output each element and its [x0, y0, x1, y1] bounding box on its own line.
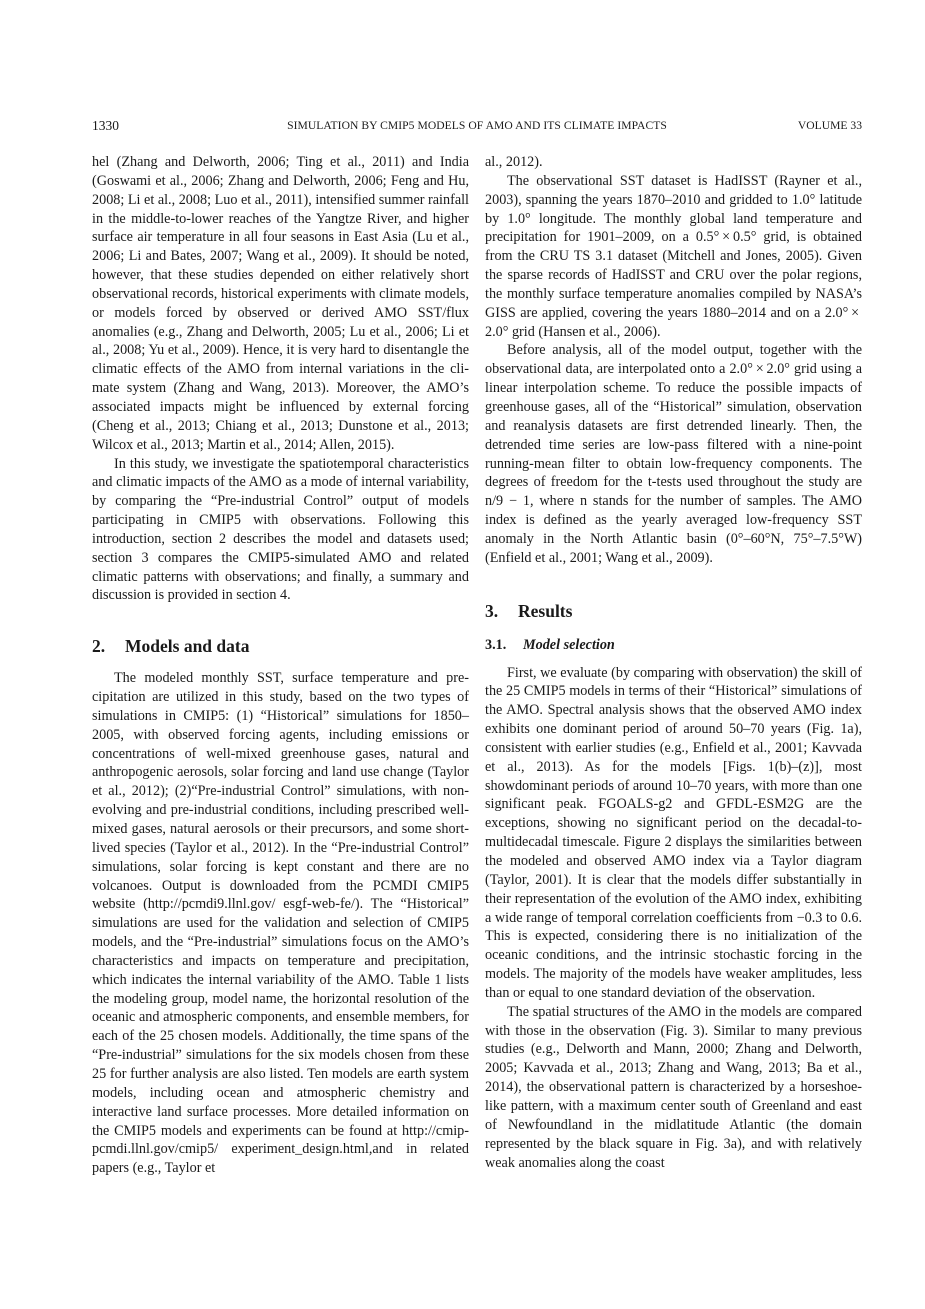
paragraph-models-description: The modeled monthly SST, surface temperature and precipitation are utilized in this study, based on the two types of simulations in CMIP5: (1) “Historical” simulations for 1850–2005, with observed forcing agents, including emissions or concentrations of well-mixed greenhouse gases, natural and anthropogenic aerosols, solar forcing and land use change (Taylor et al., 2012); (2)“Pre-industrial Control” simulations, with non-evolving and pre-industrial conditions, including prescribed well-mixed gases, natural aerosols or their precursors, and some short-lived species (Taylor et al., 2012). In the “Pre-industrial Control” simulations, solar forcing is kept constant and there are no volcanoes. Output is downloaded from the PCMDI CMIP5 website (http://pcmdi9.llnl.gov/ esgf-web-fe/). The “Historical” simulations are used for the validation and selection of CMIP5 models, and the “Pre-industrial” simulations focus on the AMO’s characteristics and impacts on temperature and precipitation, which indicates the internal variability of the AMO. Table 1 lists the modeling group, model name, the horizontal resolution of the oceanic and atmospheric components, and ensemble members, for each of the 25 chosen models. Additionally, the time spans of the “Pre-industrial” simulations for the six models chosen from these 25 for further analysis are also listed. Ten models are earth system models, including ocean and atmospheric chemistry and interactive land surface processes. More detailed information on the CMIP5 models and experiments can be found at http://cmip-pcmdi.llnl.gov/cmip5/ experiment_design.html,and in related papers (e.g., Taylor et — [92, 670, 469, 1177]
paragraph-study-overview: In this study, we investigate the spatiotemporal characteristics and climatic impacts of the AMO as a mode of internal variability, by comparing the “Pre-industrial Control” output of models participating in CMIP5 with observations. Following this introduction, section 2 describes the model and datasets used; section 3 compares the CMIP5-simulated AMO and related climatic patterns with observations; and finally, a summary and discussion is provided in section 4. — [92, 455, 469, 604]
spacer — [485, 654, 862, 664]
section-number: 2. — [92, 636, 106, 657]
page-number: 1330 — [92, 118, 119, 133]
paragraph-model-selection: First, we evaluate (by comparing with observation) the skill of the 25 CMIP5 models in terms of their “Historical” simulations of the AMO. Spectral analysis shows that the observed AMO index exhibits one dominant period of around 50–70 years (Fig. 1a), consistent with earlier studies (e.g., Enfield et al., 2001; Kavvada et al., 2013). As for the models [Figs. 1(b)–(z)], most showdominant periods of around 10–70 years, with more than one significant peak. FGOALS-g2 and GFDL-ESM2G are the exceptions, showing no significant period on the decadal-to-multidecadal timescale. Figure 2 displays the similarities between the modeled and observed AMO index via a Taylor diagram (Taylor, 2001). It is clear that the models differ substantially in their representation of the evolution of the AMO index, exhibiting a wide range of temporal correlation coefficients from −0.3 to 0.6. This is expected, considering there is no initialization of the oceanic conditions, and the intrinsic stochastic forcing in the models. The majority of the models have weaker amplitudes, less than or equal to one standard deviation of the observation. — [485, 664, 862, 1001]
subsection-title: Model selection — [523, 636, 615, 653]
volume-label: VOLUME 33 — [797, 119, 862, 132]
subsection-heading-model-selection — [485, 636, 862, 654]
running-title: SIMULATION BY CMIP5 MODELS OF AMO AND ITS CLIMATE IMPACTS — [287, 119, 667, 132]
section-title: Results — [518, 600, 573, 621]
section-title: Models and data — [125, 636, 250, 657]
paragraph-spatial-structure: The spatial structures of the AMO in the models are compared with those in the observation (Fig. 3). Similar to many previous studies (e.g., Delworth and Mann, 2000; Zhang and Delworth, 2005; Kavvada et al., 2013; Zhang and Wang, 2013; Ba et al., 2014), the observational pattern is characterized by a horseshoe-like pattern, with a maximum center south of Greenland and east of Newfoundland in the midlatitude Atlantic (the domain represented by the black square in Fig. 3a), and with relatively weak anomalies along the coast — [485, 1003, 862, 1171]
section-heading-results — [485, 600, 862, 622]
paragraph-analysis-method: Before analysis, all of the model output, together with the observational data, are interpolated onto a 2.0° × 2.0° grid using a linear interpolation scheme. To reduce the possible impacts of greenhouse gases, all of the “Historical” simulation, observation and reanalysis datasets are first detrended linearly. Then, the detrended time series are low-pass filtered with a nine-point running-mean filter to obtain low-frequency components. The degrees of freedom for the t-tests used throughout the study are n/9 − 1, where n stands for the number of samples. The AMO index is defined as the yearly averaged low-frequency SST anomaly in the North Atlantic basin (0°–60°N, 75°–7.5°W) (Enfield et al., 2001; Wang et al., 2009). — [485, 342, 862, 566]
section-number: 3. — [485, 600, 499, 621]
paragraph-continued-intro: hel (Zhang and Delworth, 2006; Ting et al., 2011) and India (Goswami et al., 2006; Zhang and Delworth, 2006; Feng and Hu, 2008; Li et al., 2008; Luo et al., 2011), intensified summer rainfall in the middle-to-lower reaches of the Yangtze River, and higher surface air temperature in all four seasons in East Asia (Lu et al., 2006; Li and Bates, 2007; Wang et al., 2009). It should be noted, however, that these studies depended on either relatively short observational records, historical experiments with climate models, or models forced by observed or derived AMO SST/flux anomalies (e.g., Zhang and Delworth, 2005; Lu et al., 2006; Li et al., 2008; Yu et al., 2009). Hence, it is very hard to disentangle the climatic effects of the AMO from internal variations in the climate system (Zhang and Wang, 2013). Moreover, the AMO’s associated impacts might be influenced by external forcing (Cheng et al., 2013; Chiang et al., 2013; Dunstone et al., 2013; Wilcox et al., 2013; Martin et al., 2014; Allen, 2015). — [92, 154, 469, 453]
spacer — [92, 657, 469, 669]
right-column — [485, 153, 862, 1172]
paragraph-observational-data: The observational SST dataset is HadISST (Rayner et al., 2003), spanning the years 1870–2010 and gridded to 1.0° latitude by 1.0° longitude. The monthly global land temperature and precipitation for 1901–2009, on a 0.5° × 0.5° grid, is obtained from the CRU TS 3.1 dataset (Mitchell and Jones, 2005). Given the sparse records of HadISST and CRU over the polar regions, the monthly surface temperature anomalies compiled by NASA’s GISS are applied, covering the years 1880–2014 and on a 2.0° × 2.0° grid (Hansen et al., 2006). — [485, 172, 862, 340]
spacer — [92, 605, 469, 635]
running-header — [92, 117, 862, 135]
left-column — [92, 153, 469, 1178]
paragraph-continued-citation: al., 2012). — [485, 154, 543, 170]
spacer — [485, 568, 862, 600]
spacer — [485, 622, 862, 636]
section-heading-models-and-data — [92, 635, 469, 657]
subsection-number: 3.1. — [485, 636, 507, 653]
